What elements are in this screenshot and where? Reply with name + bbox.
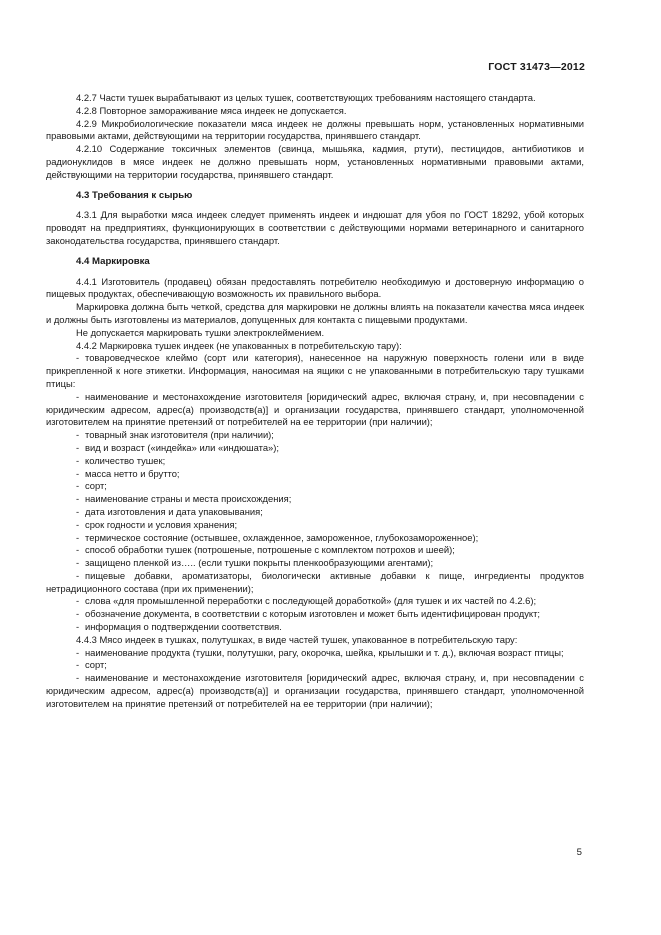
dash-marker: - xyxy=(76,544,80,556)
list-item-text: способ обработки тушек (потрошеные, потрошеные с комплектом потрохов и шеей); xyxy=(85,544,455,556)
list-item xyxy=(46,659,584,672)
list-item xyxy=(46,493,584,506)
list-item xyxy=(46,442,584,455)
list-item-text: наименование и местонахождение изготовителя [юридический адрес, включая страну, и, при несовпадении с юридическим адресом, адрес(а) производств(а)] и организации государства, принявшего стандарт, уполномоченной изготовителем на принятие претензий от потребителей на ее территории (при наличии); xyxy=(46,672,584,709)
paragraph: 4.4.3 Мясо индеек в тушках, полутушках, в виде частей тушек, упакованное в потребительскую тару: xyxy=(76,633,518,645)
dash-marker: - xyxy=(76,595,80,607)
dash-marker: - xyxy=(76,621,80,633)
list-item-text: защищено пленкой из….. (если тушки покрыты пленкообразующими агентами); xyxy=(85,557,434,569)
list-item-text: информация о подтверждении соответствия. xyxy=(85,621,282,633)
list-item xyxy=(46,570,584,596)
dash-marker: - xyxy=(76,467,80,479)
dash-marker: - xyxy=(76,429,80,441)
list-item-text: сорт; xyxy=(85,480,107,492)
list-item xyxy=(46,647,584,660)
list-item xyxy=(46,544,584,557)
dash-marker: - xyxy=(76,608,80,620)
list-item-text: пищевые добавки, ароматизаторы, биологически активные добавки к пище, ингредиенты продуктов нетрадиционного состава (при их применении); xyxy=(46,569,584,594)
list-item xyxy=(46,519,584,532)
paragraph: 4.2.8 Повторное замораживание мяса индеек не допускается. xyxy=(76,104,347,116)
list-item xyxy=(46,468,584,481)
paragraph: 4.2.9 Микробиологические показатели мяса индеек не должны превышать норм, установленных нормативными правовыми актами, действующими на территории государства, принявшего стандарт. xyxy=(46,117,584,142)
list-item xyxy=(46,429,584,442)
list-item-text: наименование и местонахождение изготовителя [юридический адрес, включая страну, и, при несовпадении с юридическим адресом, адрес(а) производств(а)] и организации государства, принявшего стандарт, уполномоченной изготовителем на принятие претензий от потребителей на ее территории (при наличии); xyxy=(46,390,584,428)
dash-marker: - xyxy=(76,505,80,517)
dash-marker: - xyxy=(76,557,80,569)
list-item-text: наименование страны и места происхождения; xyxy=(85,493,292,505)
standard-number: ГОСТ 31473—2012 xyxy=(488,61,585,73)
list-item-text: товароведческое клеймо (сорт или категория), нанесенное на наружную поверхность голени или в виде прикрепленной к ноге этикетки. Информация, наносимая на ящики с не упакованными в потребительскую тару тушками птицы: xyxy=(46,352,584,389)
dash-marker: - xyxy=(76,493,80,505)
list-item-text: наименование продукта (тушки, полутушки, рагу, окорочка, шейка, крылышки и т. д.), включая возраст птицы; xyxy=(85,646,564,658)
list-item-text: товарный знак изготовителя (при наличии); xyxy=(85,429,274,441)
dash-marker: - xyxy=(76,531,80,543)
paragraph: Маркировка должна быть четкой, средства для маркировки не должны влиять на показатели качества мяса индеек и должны быть изготовлены из материалов, допущенных для контакта с пищевыми продуктами. xyxy=(46,301,584,325)
dash-marker: - xyxy=(76,659,80,671)
list-item-text: дата изготовления и дата упаковывания; xyxy=(85,505,263,517)
list-item xyxy=(46,506,584,519)
list-item-text: обозначение документа, в соответствии с которым изготовлен и может быть идентифицирован продукт; xyxy=(85,608,541,620)
dash-marker: - xyxy=(76,441,80,453)
list-item xyxy=(46,608,584,621)
page-number: 5 xyxy=(576,847,582,858)
list-item-text: вид и возраст («индейка» или «индюшата»); xyxy=(85,441,279,453)
paragraph: 4.2.10 Содержание токсичных элементов (свинца, мышьяка, кадмия, ртути), пестицидов, антибиотиков и радионуклидов в мясе индеек не должно превышать норм, установленных нормативными правовыми актами, действующими на территории государства, принявшего стандарт. xyxy=(46,143,584,180)
section-heading: 4.3 Требования к сырью xyxy=(76,189,193,201)
list-item-text: слова «для промышленной переработки с последующей доработкой» (для тушек и их частей по 4.2.6); xyxy=(85,595,537,607)
paragraph: 4.4.1 Изготовитель (продавец) обязан предоставлять потребителю необходимую и достоверную информацию о пищевых продуктах, обеспечивающую возможность их правильного выбора. xyxy=(46,275,584,300)
paragraph: Не допускается маркировать тушки электроклеймением. xyxy=(76,326,325,338)
dash-marker: - xyxy=(76,518,80,530)
list-item xyxy=(46,621,584,634)
list-item-text: сорт; xyxy=(85,659,107,671)
list-item xyxy=(46,532,584,545)
list-item-text: масса нетто и брутто; xyxy=(85,467,180,479)
dash-marker: - xyxy=(76,646,80,658)
paragraph: 4.3.1 Для выработки мяса индеек следует применять индеек и индюшат для убоя по ГОСТ 18292, убой которых проводят на предприятиях, функционирующих в соответствии с действующими нормами ветеринарного и санитарного законодательства государства, принявшего стандарт. xyxy=(46,209,584,246)
paragraph: 4.2.7 Части тушек вырабатывают из целых тушек, соответствующих требованиям настоящего стандарта. xyxy=(76,92,536,103)
list-item xyxy=(46,480,584,493)
dash-marker: - xyxy=(76,569,80,581)
list-item xyxy=(46,391,584,429)
list-item-text: срок годности и условия хранения; xyxy=(85,518,238,530)
paragraph: 4.4.2 Маркировка тушек индеек (не упакованных в потребительскую тару): xyxy=(76,339,402,351)
dash-marker: - xyxy=(76,480,80,492)
section-heading: 4.4 Маркировка xyxy=(76,255,150,267)
dash-marker: - xyxy=(76,454,80,466)
dash-marker: - xyxy=(76,672,80,684)
list-item xyxy=(46,672,584,710)
list-item xyxy=(46,352,584,390)
list-item-text: количество тушек; xyxy=(85,454,166,466)
list-item xyxy=(46,455,584,468)
dash-marker: - xyxy=(76,390,80,402)
list-item xyxy=(46,557,584,570)
list-item-text: термическое состояние (остывшее, охлажденное, замороженное, глубокозамороженное); xyxy=(85,531,479,543)
document-body xyxy=(46,92,584,711)
dash-marker: - xyxy=(76,352,80,364)
list-item xyxy=(46,595,584,608)
